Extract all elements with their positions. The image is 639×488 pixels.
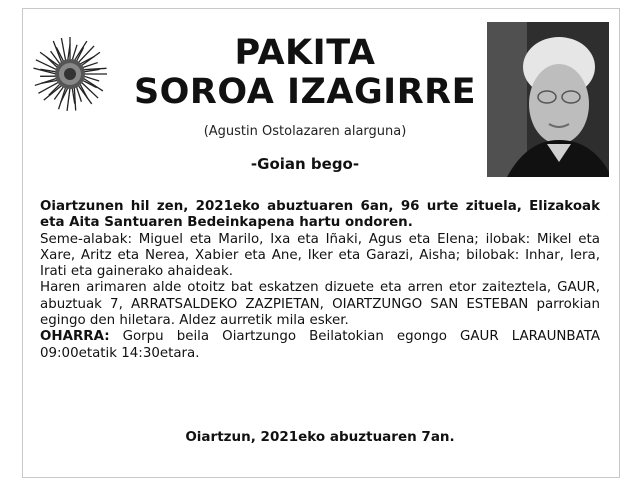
- notice-body: [40, 199, 600, 362]
- portrait-photo: [487, 22, 609, 177]
- eguzkilore-icon: [30, 34, 110, 114]
- note-text: Gorpu beila Oiartzungo Beilatokian egongo GAUR LARAUNBATA 09:00etatik 14:30etara.: [40, 329, 600, 361]
- place-date-footer: Oiartzun, 2021eko abuztuaren 7an.: [185, 429, 455, 445]
- funeral-details: Haren arimaren alde otoitz bat eskatzen dizuete eta arren etor zaiteztela, GAUR, abuztuak 7, ARRATSALDEKO ZAZPIETAN, OIARTZUNGO SAN ESTEBAN parrokian egingo den hiletara. Aldez aurretik mila esker.: [40, 280, 600, 329]
- note-paragraph: [40, 329, 600, 362]
- death-announcement: Oiartzunen hil zen, 2021eko abuztuaren 6an, 96 urte zituela, Elizakoak eta Aita Santuaren Bedeinkapena hartu ondoren.: [40, 199, 600, 231]
- deceased-first-name: PAKITA: [234, 33, 376, 73]
- note-label: OHARRA:: [40, 329, 110, 345]
- family-list: Seme-alabak: Miguel eta Marilo, Ixa eta Iñaki, Agus eta Elena; ilobak: Mikel eta Xare, Aritz eta Nerea, Xabier eta Ane, Iker eta Garazi, Aisha; bilobak: Inhar, Iera, Irati eta gainerako ahaideak.: [40, 231, 600, 280]
- widow-of-subtitle: (Agustin Ostolazaren alarguna): [203, 124, 407, 139]
- deceased-surnames: SOROA IZAGIRRE: [133, 72, 477, 112]
- goian-bego-text: -Goian bego-: [250, 155, 360, 173]
